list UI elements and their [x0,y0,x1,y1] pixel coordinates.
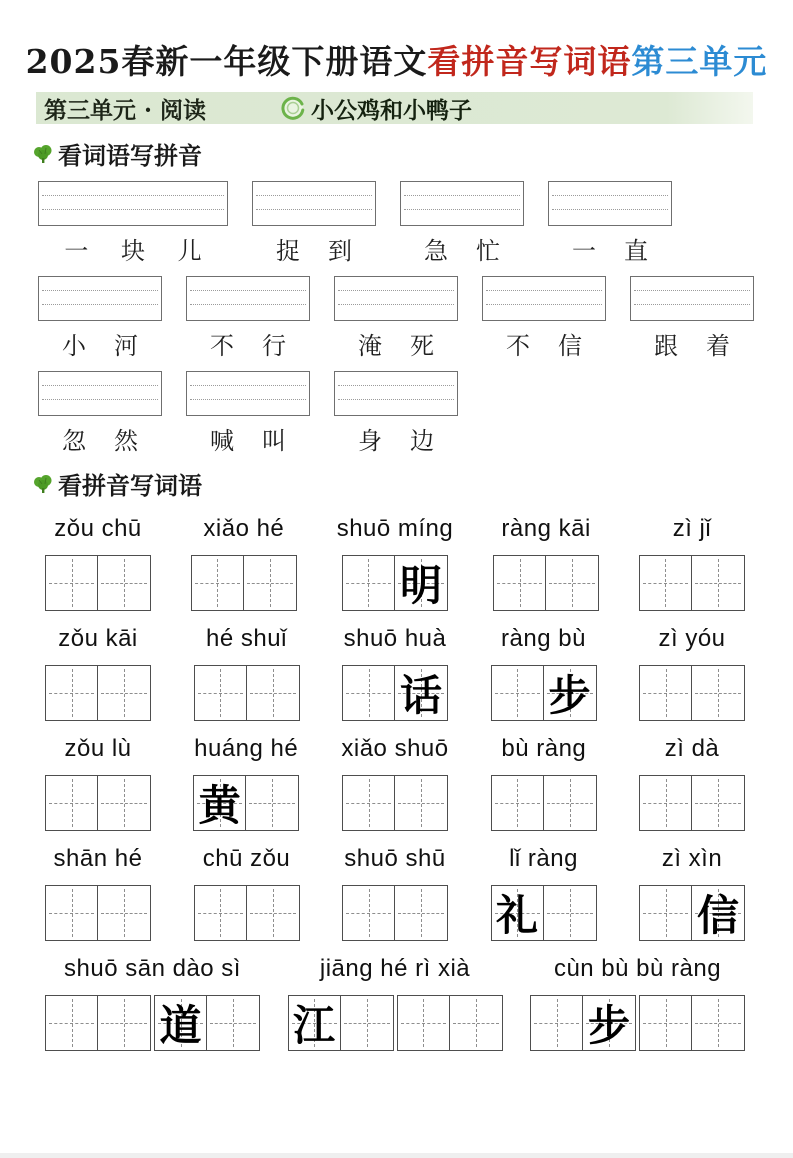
pinyin-word-group [548,181,672,266]
grid-cell [98,886,150,940]
grid-pair [639,775,745,831]
grid-cell [692,996,744,1050]
word-character: 跟 [654,332,678,360]
word-characters [38,231,228,266]
pinyin-word-group [334,276,458,361]
word-characters [186,421,310,456]
grid-cell [544,886,596,940]
grid-cell [192,556,244,610]
word-characters [334,326,458,361]
lesson-logo-icon [280,95,306,121]
word-group [530,955,745,1051]
word-characters [252,231,376,266]
grid-cell [194,776,246,830]
grid-cell [640,666,692,720]
tian-grid [639,775,745,831]
prefilled-character: 话 [399,671,442,720]
grid-pair [342,555,448,611]
grid-cell [98,556,150,610]
prefilled-character: 黄 [198,781,241,830]
pinyin-writing-box [38,276,162,321]
pinyin-word-group [630,276,754,361]
word-group [337,515,454,611]
pinyin-word-group [186,276,310,361]
word-group [342,625,448,721]
grid-pair [288,995,503,1051]
grid-pair [342,885,448,941]
grid-pair [45,885,151,941]
pinyin-label: zǒu lù [64,735,132,762]
grid-cell [98,996,150,1050]
grid-cell [46,556,98,610]
pinyin-label: zì dà [664,735,720,762]
prefilled-character: 步 [587,1001,630,1050]
pinyin-writing-box [334,371,458,416]
grid-cell [640,996,692,1050]
grid-cell [46,666,98,720]
grid-pair [45,555,151,611]
word-character: 信 [558,332,582,360]
word-character: 喊 [210,427,234,455]
word-characters [186,326,310,361]
tian-grid [342,775,448,831]
tian-grid [639,885,745,941]
word-character: 忽 [62,427,86,455]
word-character: 着 [706,332,730,360]
word-character: 小 [62,332,86,360]
tian-grid [45,555,151,611]
pinyin-grid-row [45,515,745,611]
grid-cell [692,556,744,610]
word-character: 边 [410,427,434,455]
pinyin-label: zì xìn [661,845,723,872]
section1-heading-label: 看词语写拼音 [58,141,202,170]
tian-grid [194,885,300,941]
tian-grid [342,555,448,611]
prefilled-character: 江 [292,1001,335,1050]
grid-pair [342,775,448,831]
tian-grid [154,995,260,1051]
grid-cell [544,666,596,720]
tian-grid [491,885,597,941]
grid-cell [692,666,744,720]
grid-cell [450,996,502,1050]
pinyin-word-group [38,276,162,361]
grid-cell [98,666,150,720]
pinyin-label: zǒu kāi [58,625,138,652]
word-group [45,515,151,611]
tian-grid [45,665,151,721]
word-group [194,845,300,941]
tian-grid [639,665,745,721]
grid-cell [195,886,247,940]
grid-pair [491,885,597,941]
pinyin-word-group [334,371,458,456]
pinyin-word-group [400,181,524,266]
pinyin-box-row [38,371,793,456]
word-characters [334,421,458,456]
word-group [45,955,260,1051]
word-group [341,735,448,831]
word-character: 捉 [276,237,300,265]
grid-pair [45,665,151,721]
tian-grid [288,995,394,1051]
word-group [491,845,597,941]
pinyin-writing-box [186,276,310,321]
tian-grid [530,995,636,1051]
grid-pair [194,665,300,721]
grid-cell [289,996,341,1050]
tree-icon [32,473,54,495]
pinyin-label: shuō míng [336,515,454,542]
grid-cell [343,556,395,610]
word-character: 不 [210,332,234,360]
pinyin-label: hé shuǐ [206,625,287,652]
word-characters [38,326,162,361]
grid-cell [492,886,544,940]
pinyin-label: cùn bù bù ràng [553,955,722,982]
grid-cell [398,996,450,1050]
grid-cell [207,996,259,1050]
section2-heading-label: 看拼音写词语 [58,471,202,500]
grid-cell [692,776,744,830]
grid-cell [46,996,98,1050]
word-character: 到 [328,237,352,265]
word-character: 死 [410,332,434,360]
tian-grid [194,665,300,721]
pinyin-box-row [38,181,793,266]
grid-cell [246,776,298,830]
pinyin-writing-box [38,371,162,416]
pinyin-label: shān hé [53,845,143,872]
pinyin-grid-row [45,625,745,721]
word-character: 叫 [262,427,286,455]
tian-grid [493,555,599,611]
character-writing-section [0,515,793,1051]
pinyin-label: zǒu chū [54,515,142,542]
word-characters [38,421,162,456]
tian-grid [193,775,299,831]
grid-pair [191,555,297,611]
section2-heading [32,466,793,501]
prefilled-character: 明 [399,561,442,610]
word-character: 行 [262,332,286,360]
pinyin-label: shuō shū [344,845,446,872]
grid-pair [493,555,599,611]
section1-heading [32,136,793,171]
grid-cell [343,666,395,720]
word-group [194,625,300,721]
word-character: 忙 [476,237,500,265]
pinyin-label: lǐ ràng [509,845,578,872]
pinyin-writing-box [334,276,458,321]
word-character: 一 [64,237,89,265]
pinyin-writing-box [400,181,524,226]
grid-cell [395,666,447,720]
pinyin-writing-box [482,276,606,321]
pinyin-label: jiāng hé rì xià [319,955,471,982]
word-character: 河 [114,332,138,360]
pinyin-writing-box [630,276,754,321]
worksheet-page [0,36,793,1158]
grid-pair [639,885,745,941]
word-group [45,735,151,831]
tian-grid [491,775,597,831]
pinyin-grid-row [45,735,745,831]
grid-cell [98,776,150,830]
grid-pair [194,885,300,941]
pinyin-word-group [482,276,606,361]
grid-pair [45,995,260,1051]
tian-grid [491,665,597,721]
word-group [193,735,299,831]
word-group [491,735,597,831]
grid-cell [247,886,299,940]
pinyin-writing-box [186,371,310,416]
tian-grid [342,665,448,721]
pinyin-label: zì yóu [658,625,726,652]
page-title [0,36,793,83]
tian-grid [342,885,448,941]
word-character: 淹 [358,332,382,360]
grid-pair [639,555,745,611]
prefilled-character: 礼 [495,891,538,940]
unit-bar [36,92,753,124]
grid-cell [692,886,744,940]
title-red: 看拼音写词语 [427,42,632,81]
grid-cell [492,666,544,720]
grid-pair [530,995,745,1051]
grid-cell [155,996,207,1050]
lesson-title: 小公鸡和小鸭子 [311,96,473,124]
grid-pair [193,775,299,831]
grid-cell [640,886,692,940]
word-group [639,625,745,721]
word-group [639,515,745,611]
pinyin-label: zì jǐ [672,515,712,542]
grid-pair [491,775,597,831]
prefilled-character: 道 [159,1001,202,1050]
tian-grid [397,995,503,1051]
pinyin-label: xiǎo hé [203,515,285,542]
grid-cell [395,886,447,940]
pinyin-box-row [38,276,793,361]
word-character: 一 [572,237,596,265]
word-characters [400,231,524,266]
word-group [191,515,297,611]
lesson-group [280,92,472,125]
grid-cell [640,776,692,830]
word-group [288,955,503,1051]
pinyin-label: chū zǒu [202,845,291,872]
tree-icon [32,143,54,165]
word-group [639,845,745,941]
prefilled-character: 信 [696,891,739,940]
prefilled-character: 步 [548,671,591,720]
word-character: 身 [358,427,382,455]
grid-pair [342,665,448,721]
word-group [493,515,599,611]
word-character: 然 [114,427,138,455]
pinyin-writing-box [252,181,376,226]
grid-cell [494,556,546,610]
unit-label: 第三单元 · 阅读 [44,96,207,124]
grid-cell [492,776,544,830]
pinyin-word-group [38,181,228,266]
pinyin-writing-box [38,181,228,226]
grid-cell [546,556,598,610]
grid-cell [46,886,98,940]
page-bottom-edge [0,1153,793,1158]
tian-grid [45,885,151,941]
grid-cell [341,996,393,1050]
grid-cell [583,996,635,1050]
grid-pair [45,775,151,831]
pinyin-word-group [186,371,310,456]
pinyin-label: ràng kāi [501,515,591,542]
grid-cell [46,776,98,830]
pinyin-label: huáng hé [194,735,299,762]
word-character: 块 [120,237,145,265]
word-character: 急 [424,237,448,265]
pinyin-label: shuō huà [343,625,447,652]
grid-cell [195,666,247,720]
grid-cell [395,556,447,610]
word-characters [630,326,754,361]
word-characters [548,231,672,266]
grid-pair [491,665,597,721]
word-character: 不 [506,332,530,360]
pinyin-grid-row [45,845,745,941]
grid-pair [639,665,745,721]
tian-grid [45,775,151,831]
pinyin-label: shuō sān dào sì [64,955,241,982]
pinyin-word-group [38,371,162,456]
grid-cell [640,556,692,610]
word-group [491,625,597,721]
tian-grid [639,995,745,1051]
word-group [342,845,448,941]
pinyin-writing-box [548,181,672,226]
title-blue: 第三单元 [631,42,768,81]
grid-cell [544,776,596,830]
pinyin-word-group [252,181,376,266]
tian-grid [191,555,297,611]
word-group [45,625,151,721]
grid-cell [343,886,395,940]
word-character: 儿 [177,237,202,265]
pinyin-writing-section [0,181,793,456]
pinyin-label: xiǎo shuō [341,735,449,762]
grid-cell [343,776,395,830]
pinyin-label: ràng bù [501,625,586,652]
title-black: 2025春新一年级下册语文 [25,42,428,81]
grid-cell [395,776,447,830]
grid-cell [244,556,296,610]
word-group [639,735,745,831]
word-characters [482,326,606,361]
pinyin-grid-row [45,955,745,1051]
word-character: 直 [624,237,648,265]
tian-grid [639,555,745,611]
word-group [45,845,151,941]
grid-cell [247,666,299,720]
pinyin-label: bù ràng [501,735,587,762]
tian-grid [45,995,151,1051]
grid-cell [531,996,583,1050]
